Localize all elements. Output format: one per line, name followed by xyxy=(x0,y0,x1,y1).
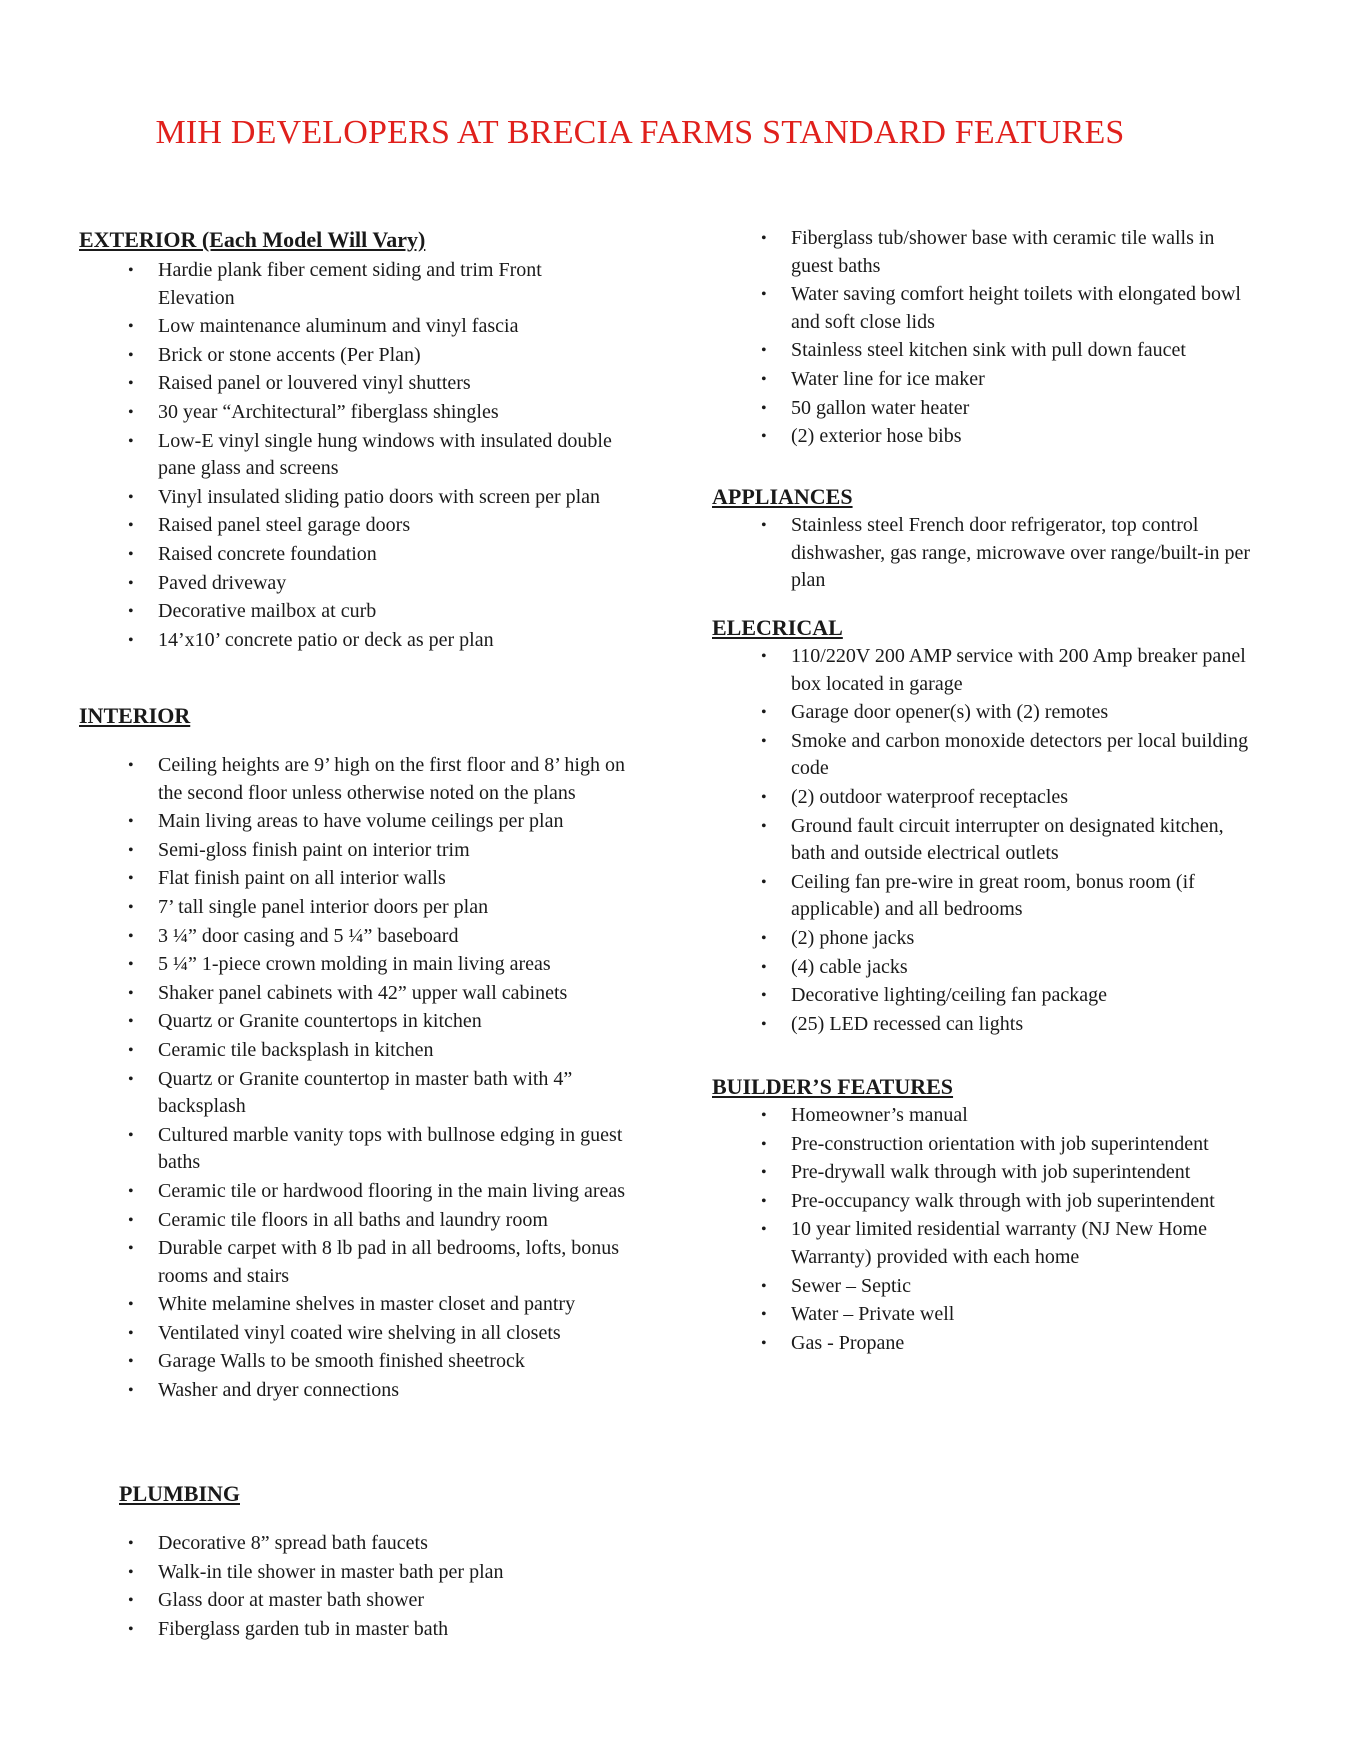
list-item-text: Sewer – Septic xyxy=(791,1274,911,1297)
bullet-icon: • xyxy=(128,1126,134,1144)
list-item xyxy=(128,1616,628,1644)
list-item xyxy=(128,370,618,398)
bullet-icon: • xyxy=(128,375,134,393)
list-item-text: 5 ¼” 1-piece crown molding in main living areas xyxy=(158,953,551,976)
list-item xyxy=(128,1008,628,1036)
list-item-text: White melamine shelves in master closet and pantry xyxy=(158,1293,576,1316)
bullet-icon: • xyxy=(128,1211,134,1229)
electrical-heading: ELECRICAL xyxy=(712,615,843,640)
list-item-text: Flat finish paint on all interior walls xyxy=(158,867,446,890)
exterior-heading: EXTERIOR (Each Model Will Vary) xyxy=(79,227,426,252)
list-item-text: Raised panel or louvered vinyl shutters xyxy=(158,372,471,395)
list-item xyxy=(761,281,1261,336)
list-item-text: Water line for ice maker xyxy=(791,367,985,390)
list-item xyxy=(761,366,1261,394)
bullet-icon: • xyxy=(128,1382,134,1400)
bullet-icon: • xyxy=(128,631,134,649)
list-item xyxy=(761,1188,1271,1216)
list-item xyxy=(128,428,618,483)
list-item-text: 10 year limited residential warranty (NJ New Home Warranty) provided with each home xyxy=(791,1218,1207,1268)
bullet-icon: • xyxy=(128,488,134,506)
list-item-text: Quartz or Granite countertops in kitchen xyxy=(158,1010,482,1033)
list-item-text: (4) cable jacks xyxy=(791,955,908,978)
list-item xyxy=(761,869,1261,924)
list-item xyxy=(128,951,628,979)
bullet-icon: • xyxy=(128,898,134,916)
list-item-text: Ceiling heights are 9’ high on the first floor and 8’ high on the second floor unless otherwise noted on the plans xyxy=(158,754,625,804)
list-item-text: (2) exterior hose bibs xyxy=(791,425,962,448)
list-item xyxy=(128,1559,628,1587)
plumbing-list xyxy=(128,1530,628,1644)
list-item xyxy=(761,699,1261,727)
bullet-icon: • xyxy=(128,1182,134,1200)
bullet-icon: • xyxy=(761,1277,767,1295)
list-item-text: 110/220V 200 AMP service with 200 Amp breaker panel box located in garage xyxy=(791,645,1246,695)
bullet-icon: • xyxy=(128,403,134,421)
list-item-text: Homeowner’s manual xyxy=(791,1104,968,1126)
bullet-icon: • xyxy=(128,318,134,336)
list-item xyxy=(128,894,628,922)
list-item-text: Semi-gloss finish paint on interior trim xyxy=(158,838,470,861)
list-item xyxy=(761,395,1261,423)
list-item xyxy=(128,1235,628,1290)
bullet-icon: • xyxy=(761,873,767,891)
list-item xyxy=(128,808,628,836)
bullet-icon: • xyxy=(761,399,767,417)
bullet-icon: • xyxy=(761,1164,767,1182)
list-item xyxy=(128,865,628,893)
list-item xyxy=(128,598,618,626)
bullet-icon: • xyxy=(128,1296,134,1314)
bullet-icon: • xyxy=(128,1620,134,1638)
list-item-text: Hardie plank fiber cement siding and trim Front Elevation xyxy=(158,259,542,309)
list-item-text: 7’ tall single panel interior doors per plan xyxy=(158,895,489,918)
list-item xyxy=(128,1377,628,1405)
interior-heading: INTERIOR xyxy=(79,703,191,728)
list-item xyxy=(128,752,628,807)
list-item-text: 14’x10’ concrete patio or deck as per plan xyxy=(158,628,494,651)
list-item xyxy=(761,1159,1271,1187)
list-item-text: 50 gallon water heater xyxy=(791,396,970,419)
bullet-icon: • xyxy=(128,574,134,592)
bullet-icon: • xyxy=(761,1306,767,1324)
bullet-icon: • xyxy=(128,1240,134,1258)
list-item xyxy=(761,982,1261,1010)
list-item xyxy=(761,1131,1271,1159)
bullet-icon: • xyxy=(128,870,134,888)
list-item xyxy=(128,1207,628,1235)
bullet-icon: • xyxy=(761,958,767,976)
list-item-text: Quartz or Granite countertop in master bath with 4” backsplash xyxy=(158,1067,573,1118)
builders-features-heading: BUILDER’S FEATURES xyxy=(712,1074,954,1099)
list-item xyxy=(128,541,618,569)
list-item-text: Washer and dryer connections xyxy=(158,1379,400,1402)
bullet-icon: • xyxy=(761,817,767,835)
list-item-text: Fiberglass tub/shower base with ceramic tile walls in guest baths xyxy=(791,227,1215,277)
list-item-text: Ceramic tile floors in all baths and laundry room xyxy=(158,1208,548,1231)
list-item-text: 3 ¼” door casing and 5 ¼” baseboard xyxy=(158,924,459,947)
appliances-heading: APPLIANCES xyxy=(712,484,853,509)
bullet-icon: • xyxy=(761,788,767,806)
bullet-icon: • xyxy=(761,1221,767,1239)
bullet-icon: • xyxy=(128,432,134,450)
list-item xyxy=(128,313,618,341)
list-item-text: Main living areas to have volume ceilings per plan xyxy=(158,810,564,833)
list-item-text: Vinyl insulated sliding patio doors with screen per plan xyxy=(158,485,601,508)
list-item xyxy=(128,627,618,655)
list-item xyxy=(761,1216,1271,1271)
list-item xyxy=(761,813,1261,868)
list-item xyxy=(128,1587,628,1615)
bullet-icon: • xyxy=(128,813,134,831)
appliances-list xyxy=(761,512,1276,596)
list-item-text: Water – Private well xyxy=(791,1303,955,1326)
list-item-text: Ceramic tile backsplash in kitchen xyxy=(158,1038,434,1061)
bullet-icon: • xyxy=(761,230,767,247)
list-item-text: Raised concrete foundation xyxy=(158,542,377,565)
bullet-icon: • xyxy=(761,987,767,1005)
list-item xyxy=(128,1037,628,1065)
list-item-text: Walk-in tile shower in master bath per plan xyxy=(158,1560,504,1583)
list-item-text: Durable carpet with 8 lb pad in all bedrooms, lofts, bonus rooms and stairs xyxy=(158,1237,620,1287)
list-item xyxy=(128,484,618,512)
list-item xyxy=(128,1122,628,1177)
bullet-icon: • xyxy=(128,346,134,364)
bullet-icon: • xyxy=(761,929,767,947)
bullet-icon: • xyxy=(761,1192,767,1210)
plumbing-list-continued xyxy=(761,225,1261,452)
list-item-text: Brick or stone accents (Per Plan) xyxy=(158,343,421,366)
list-item-text: (2) phone jacks xyxy=(791,926,915,949)
list-item-text: Low-E vinyl single hung windows with insulated double pane glass and screens xyxy=(158,429,612,480)
list-item xyxy=(761,1330,1271,1358)
exterior-list xyxy=(128,257,618,655)
list-item xyxy=(761,337,1261,365)
bullet-icon: • xyxy=(128,757,134,774)
bullet-icon: • xyxy=(128,545,134,563)
list-item xyxy=(128,1291,628,1319)
list-item xyxy=(761,643,1261,698)
bullet-icon: • xyxy=(128,1013,134,1031)
list-item xyxy=(128,1320,628,1348)
list-item-text: Decorative 8” spread bath faucets xyxy=(158,1532,428,1554)
bullet-icon: • xyxy=(128,927,134,945)
list-item-text: Ceramic tile or hardwood flooring in the main living areas xyxy=(158,1179,626,1202)
bullet-icon: • xyxy=(761,517,767,534)
list-item xyxy=(761,1102,1271,1130)
bullet-icon: • xyxy=(761,648,767,665)
plumbing-heading: PLUMBING xyxy=(119,1481,240,1506)
bullet-icon: • xyxy=(761,1107,767,1124)
list-item xyxy=(128,512,618,540)
interior-list xyxy=(128,752,628,1406)
list-item xyxy=(761,954,1261,982)
list-item xyxy=(761,225,1261,280)
bullet-icon: • xyxy=(128,1592,134,1610)
list-item-text: Cultured marble vanity tops with bullnose edging in guest baths xyxy=(158,1123,623,1174)
list-item-text: Pre-construction orientation with job superintendent xyxy=(791,1132,1209,1155)
list-item-text: Pre-occupancy walk through with job superintendent xyxy=(791,1189,1215,1212)
list-item xyxy=(128,1178,628,1206)
list-item xyxy=(761,423,1261,451)
list-item xyxy=(761,925,1261,953)
bullet-icon: • xyxy=(761,342,767,360)
list-item xyxy=(128,923,628,951)
bullet-icon: • xyxy=(128,517,134,535)
list-item xyxy=(128,399,618,427)
list-item-text: Paved driveway xyxy=(158,571,287,594)
bullet-icon: • xyxy=(128,1324,134,1342)
list-item xyxy=(128,1348,628,1376)
list-item xyxy=(761,512,1276,595)
bullet-icon: • xyxy=(761,704,767,722)
list-item xyxy=(761,1011,1261,1039)
list-item-text: Water saving comfort height toilets with elongated bowl and soft close lids xyxy=(791,283,1241,333)
bullet-icon: • xyxy=(128,1563,134,1581)
list-item-text: Low maintenance aluminum and vinyl fascia xyxy=(158,315,519,338)
list-item xyxy=(761,784,1261,812)
list-item-text: 30 year “Architectural” fiberglass shingles xyxy=(158,400,499,423)
list-item xyxy=(128,570,618,598)
bullet-icon: • xyxy=(128,984,134,1002)
bullet-icon: • xyxy=(761,1334,767,1352)
list-item xyxy=(128,1066,628,1121)
list-item-text: Pre-drywall walk through with job superintendent xyxy=(791,1161,1191,1184)
list-item-text: Shaker panel cabinets with 42” upper wall cabinets xyxy=(158,981,568,1004)
bullet-icon: • xyxy=(761,286,767,304)
bullet-icon: • xyxy=(128,956,134,974)
list-item xyxy=(128,980,628,1008)
bullet-icon: • xyxy=(761,428,767,446)
list-item xyxy=(128,257,618,312)
list-item-text: Garage Walls to be smooth finished sheetrock xyxy=(158,1350,525,1373)
bullet-icon: • xyxy=(761,1135,767,1153)
list-item-text: Decorative lighting/ceiling fan package xyxy=(791,984,1107,1007)
list-item-text: Fiberglass garden tub in master bath xyxy=(158,1617,449,1640)
list-item-text: Ventilated vinyl coated wire shelving in all closets xyxy=(158,1321,561,1344)
list-item-text: Ground fault circuit interrupter on designated kitchen, bath and outside electrical outlets xyxy=(791,814,1224,865)
page-title: MIH DEVELOPERS AT BRECIA FARMS STANDARD FEATURES xyxy=(155,114,1125,151)
list-item-text: Ceiling fan pre-wire in great room, bonus room (if applicable) and all bedrooms xyxy=(791,870,1195,921)
builders-features-list xyxy=(761,1102,1271,1358)
electrical-list xyxy=(761,643,1261,1039)
bullet-icon: • xyxy=(128,1535,134,1552)
list-item xyxy=(761,728,1261,783)
list-item-text: Smoke and carbon monoxide detectors per local building code xyxy=(791,729,1249,780)
list-item-text: Decorative mailbox at curb xyxy=(158,600,377,623)
list-item xyxy=(128,1530,628,1558)
list-item-text: Garage door opener(s) with (2) remotes xyxy=(791,701,1109,724)
bullet-icon: • xyxy=(128,1353,134,1371)
list-item-text: (25) LED recessed can lights xyxy=(791,1012,1024,1035)
bullet-icon: • xyxy=(761,732,767,750)
list-item-text: Stainless steel French door refrigerator, top control dishwasher, gas range, microwave over range/built-in per plan xyxy=(791,514,1251,592)
bullet-icon: • xyxy=(128,262,134,279)
bullet-icon: • xyxy=(128,603,134,621)
bullet-icon: • xyxy=(128,1041,134,1059)
list-item-text: Stainless steel kitchen sink with pull down faucet xyxy=(791,339,1186,362)
bullet-icon: • xyxy=(761,370,767,388)
list-item-text: Glass door at master bath shower xyxy=(158,1589,425,1612)
list-item-text: (2) outdoor waterproof receptacles xyxy=(791,785,1069,808)
bullet-icon: • xyxy=(128,1070,134,1088)
bullet-icon: • xyxy=(761,1015,767,1033)
list-item xyxy=(128,837,628,865)
list-item xyxy=(761,1273,1271,1301)
list-item xyxy=(128,342,618,370)
list-item xyxy=(761,1301,1271,1329)
list-item-text: Raised panel steel garage doors xyxy=(158,514,411,537)
list-item-text: Gas - Propane xyxy=(791,1331,905,1354)
bullet-icon: • xyxy=(128,841,134,859)
